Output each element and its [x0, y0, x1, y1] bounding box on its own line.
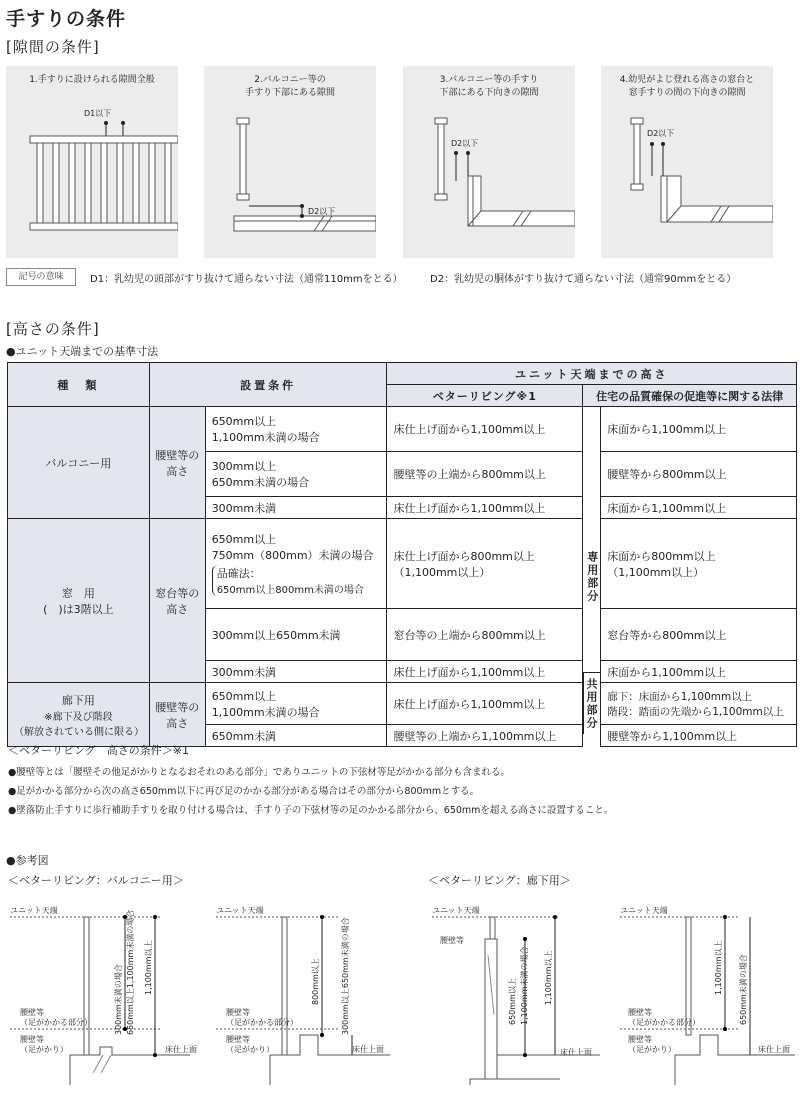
svg-text:ユニット天端: ユニット天端	[432, 906, 480, 915]
law-cell: 腰壁等から1,100mm以上	[601, 725, 797, 747]
height-section-heading: [高さの条件]	[6, 320, 100, 338]
law-cell: 床面から1,100mm以上	[601, 661, 797, 683]
panel-caption: 窓手すりの間の下向きの隙間	[628, 88, 746, 98]
svg-text:（足がかかる部分）: （足がかかる部分）	[20, 1018, 92, 1027]
th-condition: 設置条件	[149, 363, 387, 407]
type-corridor: 廊下用 ※廊下及び階段 （解放されている側に限る）	[8, 683, 150, 747]
panel-caption: 1.手すりに設けられる隙間全般	[29, 75, 155, 85]
svg-text:800mm以上: 800mm以上	[311, 958, 320, 1005]
svg-text:腰壁等: 腰壁等	[226, 1008, 250, 1017]
svg-text:1,100mm以上: 1,100mm以上	[544, 950, 553, 1005]
svg-text:床仕上面: 床仕上面	[165, 1045, 197, 1054]
cond-cell: 650mm未満	[205, 725, 387, 747]
gap-panel-2	[204, 66, 376, 258]
cond-cell: 300mm以上 650mm未満の場合	[205, 452, 387, 497]
panel-caption: 2.バルコニー等の	[254, 75, 326, 85]
height-subheading: ●ユニット天端までの基準寸法	[6, 345, 159, 358]
law-cell: 床面から800mm以上 （1,100mm以上）	[601, 519, 797, 609]
svg-text:（足がかり）: （足がかり）	[628, 1045, 676, 1054]
cond-cell: 300mm未満	[205, 497, 387, 519]
svg-text:650mm以上: 650mm以上	[508, 978, 517, 1025]
type-window: 窓 用 ( )は3階以上	[8, 519, 150, 683]
svg-text:床仕上面: 床仕上面	[560, 1048, 592, 1057]
legend-d2: D2：乳幼児の胴体がすり抜けて通らない寸法（通常90mmをとる）	[430, 274, 737, 285]
svg-text:腰壁等: 腰壁等	[628, 1008, 652, 1017]
svg-text:（足がかかる部分）: （足がかかる部分）	[628, 1018, 700, 1027]
svg-text:腰壁等: 腰壁等	[628, 1035, 652, 1044]
svg-text:650mm以上1,100mm未満の場合: 650mm以上1,100mm未満の場合	[126, 909, 135, 1035]
panel-caption: 3.バルコニー等の手すり	[439, 75, 539, 85]
ref-corridor-2	[620, 905, 795, 1085]
gap-panel-1	[6, 66, 178, 258]
panel-caption: 下部にある下向きの隙間	[439, 88, 539, 98]
cond-cell: 650mm以上 1,100mm未満の場合	[205, 407, 387, 452]
legend-d1: D1：乳幼児の頭部がすり抜けて通らない寸法（通常110mmをとる）	[90, 274, 403, 285]
gap-panel-4	[601, 66, 773, 258]
svg-text:300mm以上650mm未満の場合: 300mm以上650mm未満の場合	[341, 917, 350, 1035]
svg-text:（足がかかる部分）: （足がかかる部分）	[226, 1018, 298, 1027]
svg-text:腰壁等: 腰壁等	[20, 1008, 44, 1017]
svg-text:腰壁等: 腰壁等	[20, 1035, 44, 1044]
svg-text:腰壁等: 腰壁等	[226, 1035, 250, 1044]
dim-label: D2以下	[308, 207, 336, 216]
note-3: ●墜落防止手すりに歩行補助手すりを取り付ける場合は、手すり子の下弦材等の足のかかる部分から、650mmを超える高さに設置すること。	[8, 805, 614, 816]
ref-corridor-1	[432, 905, 600, 1085]
svg-text:1,100mm以上: 1,100mm以上	[714, 940, 723, 995]
law-cell: 床面から1,100mm以上	[601, 497, 797, 519]
better-cell: 床仕上げ面から1,100mm以上	[387, 661, 583, 683]
law-cell: 腰壁等から800mm以上	[601, 452, 797, 497]
better-cell: 腰壁等の上端から800mm以上	[387, 452, 583, 497]
type-balcony: バルコニー用	[8, 407, 150, 519]
sub-window: 窓台等の高さ	[149, 519, 205, 683]
law-cell: 窓台等から800mm以上	[601, 609, 797, 661]
svg-text:（足がかり）: （足がかり）	[20, 1045, 68, 1054]
balcony-lower-gap-diagram	[204, 66, 376, 258]
svg-text:ユニット天端: ユニット天端	[216, 906, 264, 915]
panel-caption: 4.幼児がよじ登れる高さの窓台と	[619, 75, 755, 85]
reference-diagrams	[0, 895, 800, 1100]
cond-cell: 300mm以上650mm未満	[205, 609, 387, 661]
better-cell: 床仕上げ面から1,100mm以上	[387, 497, 583, 519]
better-cell: 腰壁等の上端から1,100mm以上	[387, 725, 583, 747]
th-better-living: ベターリビング※1	[387, 385, 583, 407]
notes-title: ＜ベターリビング 高さの条件＞※1	[8, 744, 189, 757]
dim-label: D1以下	[84, 109, 112, 118]
reference-sub-corridor: ＜ベターリビング：廊下用＞	[428, 874, 571, 887]
svg-text:床仕上面: 床仕上面	[758, 1045, 790, 1054]
svg-text:腰壁等: 腰壁等	[440, 936, 464, 945]
exclusive-area-label: 専用部分	[583, 407, 601, 747]
ref-balcony-2	[216, 905, 390, 1085]
svg-text:（足がかり）: （足がかり）	[226, 1045, 274, 1054]
svg-text:650mm未満の場合: 650mm未満の場合	[739, 954, 748, 1025]
better-cell: 床仕上げ面から1,100mm以上	[387, 407, 583, 452]
better-cell: 窓台等の上端から800mm以上	[387, 609, 583, 661]
railing-gap-diagram	[6, 66, 178, 258]
svg-text:1,100mm未満の場合: 1,100mm未満の場合	[520, 946, 529, 1025]
th-type: 種 類	[8, 363, 150, 407]
gap-panel-3	[403, 66, 575, 258]
shared-area-label: 共用部分	[583, 672, 601, 734]
law-cell: 廊下：床面から1,100mm以上 階段：踏面の先端から1,100mm以上	[601, 683, 797, 725]
cond-cell: 650mm以上 1,100mm未満の場合	[205, 683, 387, 725]
dim-label: D2以下	[647, 129, 675, 138]
sub-balcony: 腰壁等の高さ	[149, 407, 205, 519]
th-law: 住宅の品質確保の促進等に関する法律	[583, 385, 797, 407]
legend-label: 記号の意味	[6, 268, 76, 286]
gap-section-heading: [隙間の条件]	[6, 38, 100, 56]
height-spec-table	[7, 362, 797, 747]
svg-text:300mm未満の場合: 300mm未満の場合	[114, 964, 123, 1035]
ref-balcony-1	[10, 905, 197, 1085]
law-cell: 床面から1,100mm以上	[601, 407, 797, 452]
reference-heading: ●参考図	[6, 854, 49, 867]
panel-caption: 手すり下部にある隙間	[244, 88, 335, 98]
better-cell: 床仕上げ面から1,100mm以上	[387, 683, 583, 725]
reference-sub-balcony: ＜ベターリビング：バルコニー用＞	[8, 874, 184, 887]
sub-corridor: 腰壁等の高さ	[149, 683, 205, 747]
dim-label: D2以下	[451, 139, 479, 148]
svg-text:ユニット天端: ユニット天端	[620, 906, 668, 915]
note-2: ●足がかかる部分から次の高さ650mm以下に再び足のかかる部分がある場合はその部分から800mmとする。	[8, 786, 480, 797]
svg-text:床仕上面: 床仕上面	[352, 1045, 384, 1054]
note-1: ●腰壁等とは「腰壁その他足がかりとなるおそれのある部分」でありユニットの下弦材等足がかかる部分も含まれる。	[8, 767, 510, 778]
svg-text:ユニット天端: ユニット天端	[10, 906, 58, 915]
svg-text:1,100mm以上: 1,100mm以上	[144, 940, 153, 995]
window-sill-gap-diagram	[601, 66, 773, 258]
balcony-downward-gap-diagram	[403, 66, 575, 258]
cond-cell: 650mm以上 750mm（800mm）未満の場合 品確法： 650mm以上800mm未満の場合	[205, 519, 387, 609]
better-cell: 床仕上げ面から800mm以上 （1,100mm以上）	[387, 519, 583, 609]
page-title: 手すりの条件	[6, 8, 127, 30]
th-height: ユニット天端までの高さ	[387, 363, 797, 385]
cond-cell: 300mm未満	[205, 661, 387, 683]
